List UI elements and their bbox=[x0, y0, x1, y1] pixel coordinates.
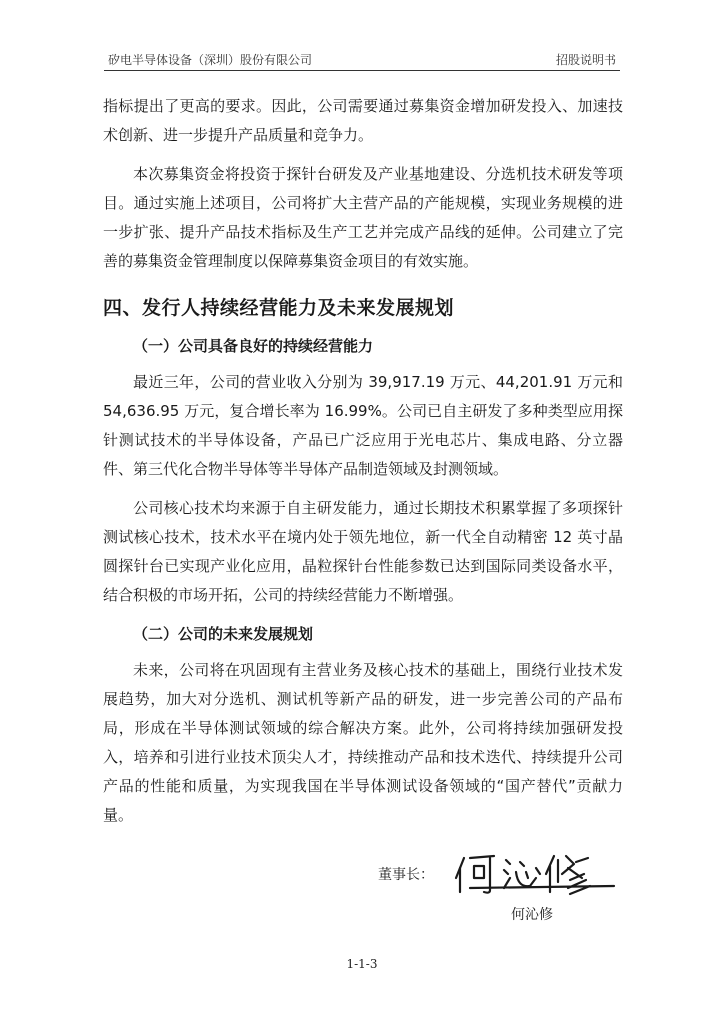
page-header bbox=[104, 48, 620, 71]
header-company-name: 矽电半导体设备（深圳）股份有限公司 bbox=[108, 53, 313, 67]
chairman-label: 董事长： bbox=[378, 867, 434, 883]
subsection-heading-2: （二）公司的未来发展规划 bbox=[133, 625, 314, 643]
section-heading: 四、发行人持续经营能力及未来发展规划 bbox=[103, 297, 455, 319]
header-doc-type: 招股说明书 bbox=[555, 53, 616, 67]
page-number: 1-1-3 bbox=[346, 957, 378, 971]
chairman-printed-name: 何沁修 bbox=[511, 907, 553, 923]
paragraph-revenue: 最近三年，公司的营业收入分别为 39,917.19 万元、44,201.91 万元和 54,636.95 万元，复合增长率为 16.99%。公司已自主研发了多种类型应用探针测试技术的半导体设备，产品已广泛应用于光电芯片、集成电路、分立器件、第三代化合物半导体等半导体产品制造领域及封测领域。 bbox=[103, 373, 623, 478]
paragraph-core-tech: 公司核心技术均来源于自主研发能力，通过长期技术积累掌握了多项探针测试核心技术，技术水平在境内处于领先地位，新一代全自动精密 12 英寸晶圆探针台已实现产业化应用，晶粒探针台性能参数已达到国际同类设备水平，结合积极的市场开拓，公司的持续经营能力不断增强。 bbox=[103, 499, 623, 604]
signature-glyph-text: 何沁修 bbox=[450, 848, 453, 849]
subsection-heading-1: （一）公司具备良好的持续经营能力 bbox=[133, 337, 374, 355]
handwritten-signature bbox=[450, 848, 620, 900]
page-body bbox=[103, 92, 623, 840]
paragraph-fundraising: 本次募集资金将投资于探针台研发及产业基地建设、分选机技术研发等项目。通过实施上述项目，公司将扩大主营产品的产能规模，实现业务规模的进一步扩张、提升产品技术指标及生产工艺并完成产品线的延伸。公司建立了完善的募集资金管理制度以保障募集资金项目的有效实施。 bbox=[103, 165, 623, 270]
signature-block bbox=[378, 848, 638, 928]
paragraph-continuation: 指标提出了更高的要求。因此，公司需要通过募集资金增加研发投入、加速技术创新、进一步提升产品质量和竞争力。 bbox=[103, 97, 623, 144]
paragraph-future-plan: 未来，公司将在巩固现有主营业务及核心技术的基础上，围绕行业技术发展趋势，加大对分选机、测试机等新产品的研发，进一步完善公司的产品布局，形成在半导体测试领域的综合解决方案。此外，公司将持续加强研发投入，培养和引进行业技术顶尖人才，持续推动产品和技术迭代、持续提升公司产品的性能和质量，为实现我国在半导体测试设备领域的“国产替代”贡献力量。 bbox=[103, 661, 623, 824]
